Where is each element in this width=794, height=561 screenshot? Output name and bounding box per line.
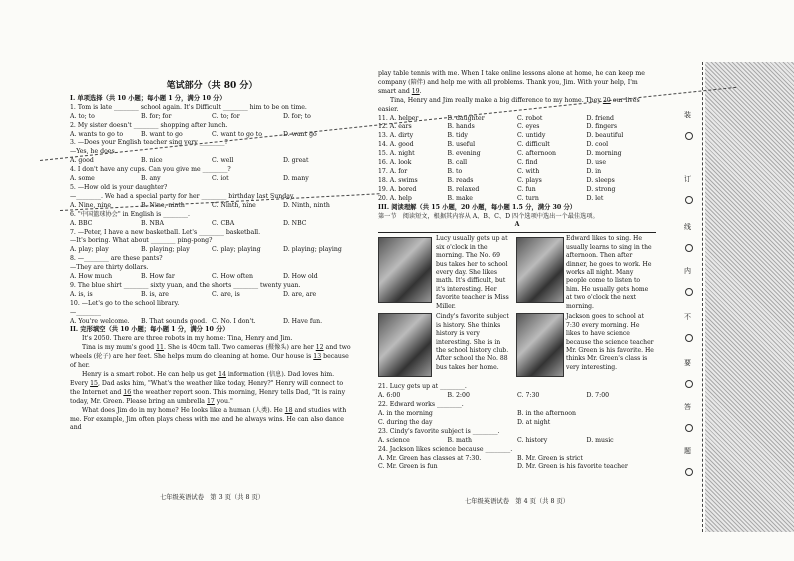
cloze-option: B. daughter (447, 114, 485, 122)
cloze-paragraph-6: Tina, Henry and Jim really make a big difference to my home. They 20 our lives easier. (378, 96, 640, 113)
question-5-reply: —________. We had a special party for her ________ birthday last Sunday. (70, 192, 295, 200)
cloze-option: D. sleeps (586, 176, 615, 184)
cloze-option-row (378, 150, 656, 159)
question-8-reply: —They are thirty dollars. (70, 264, 149, 272)
question-6: 6. "中国篮球协会" in English is ________. (70, 210, 190, 218)
cloze-option: 19. A. bored (378, 185, 417, 193)
edward-photo (516, 237, 564, 303)
question-7: 7. —Peter, I have a new basketball. Let's ________ basketball. (70, 228, 261, 236)
cloze-option: C. with (517, 167, 540, 175)
binding-char: 内 (684, 267, 691, 275)
binding-hole-icon (685, 132, 693, 140)
cloze-option: B. hands (447, 123, 475, 131)
options-7: A. play; play B. playing; play C. play; playing D. playing; playing (70, 246, 342, 254)
cloze-options-list (378, 115, 656, 204)
options-2: A. wants to go to B. want to go C. want to go to D. want go (70, 130, 317, 138)
hatched-margin (705, 62, 794, 532)
options-1: A. to; to B. for; for C. to; for D. for; to (70, 112, 311, 120)
cloze-option: C. find (517, 159, 538, 167)
question-21: 21. Lucy gets up at ________. (378, 383, 467, 391)
binding-hole-icon (685, 244, 693, 252)
blank-19[interactable]: 19 (411, 87, 420, 95)
question-3-reply: —Yes, he does. (70, 148, 117, 156)
binding-char: 装 (684, 111, 691, 119)
cloze-option: C. untidy (517, 132, 546, 140)
passage-label: A (514, 221, 520, 229)
jackson-text: Jackson goes to school at 7:30 every morning. He likes to have science because the science teacher Mr. Green is his favorite. He thinks Mr. Green's class is very interesting. (566, 313, 654, 371)
section-heading-cloze: II. 完形填空（共 10 小题；每小题 1 分，满分 10 分） (70, 326, 229, 334)
cloze-option-row (378, 123, 656, 132)
blank-16[interactable]: 16 (123, 388, 132, 396)
lucy-photo (378, 237, 432, 303)
question-24: 24. Jackson likes science because ________. (378, 445, 513, 453)
question-1: 1. Tom is late ________ school again. It's Difficult ________ him to be on time. (70, 103, 307, 111)
options-24-b: C. Mr. Green is fun D. Mr. Green is his favorite teacher (378, 463, 628, 471)
binding-hole-icon (685, 196, 693, 204)
binding-char: 题 (684, 447, 691, 455)
options-22: A. in the morning B. in the afternoon (378, 410, 577, 418)
cut-line (702, 62, 703, 532)
cloze-option: 11. A. helper (378, 114, 419, 122)
binding-char: 不 (684, 313, 691, 321)
reading-passage-a (378, 232, 656, 383)
cloze-option: C. robot (517, 114, 543, 122)
cloze-option: D. use (586, 159, 606, 167)
cloze-option: D. strong (586, 185, 616, 193)
binding-char: 订 (684, 175, 691, 183)
page-3: 笔试部分（共 80 分） I. 单项选择（共 10 小题；每小题 1 分，满分 10 分） 1. Tom is late ________ school again. It's Difficult ________ him to be on time. A. to; to B. for; for C. to; for D. for; to 2. My sister doesn't ________ shopping after lunch. A. wants to go to B. want to go C. want to go to D. want go 3. —Does your English teacher sing very ________? —Yes, he does. A. good B. nice C. well D. great 4. I don't have any cups. Can you give me ________? A. some B. any C. iot D. many 5. —How old is your daughter? —________. We had a special party for her ________ birthday last Sunday. A. Nine, nine B. Nine, ninth C. Ninth, nine D. Ninth, ninth 6. "中国篮球协会" in English is ________. A. BBC B. NBA C. CBA D. NBC 7. —Peter, I have a new basketball. Let's ________ basketball. —It's boring. What about ________ ping-pong? A. play; play B. playing; play C. play; playing D. playing; playing 8. —________ are these pants? —They are thirty dollars. A. How much B. How far C. How often D. How old 9. The blue shirt ________ sixty yuan, and the shorts ________ twenty yuan. A. is, is B. is, are C. are, is D. are, are 10. —Let's go to the school library. —________ A. You're welcome. B. That sounds good. C. No. I don't. D. Have fun. II. 完形填空（共 10 小题；每小题 1 分，满分 10 分） It's 2050. There are three robots in my home: Tina, Henry and Jim. Tina is my mum's good 11. She is 40cm tall. Two cameras (摄像头) are her 12 and two wheels (轮子) are her feet. She helps mum do cleaning at home. Our house is 13 because of her. Henry is a smart robot. He can help us get 14 information (信息). Dad loves him. Every 15, Dad asks him, "What's the weather like today, Henry?" Henry will connect to the Internet and 16 the weather report soon. This morning, Henry tells Dad, "It is rainy today, Mr. Green. Please bring an umbrella 17 you." What does Jim do in my home? He looks like a human (人类). He 18 and studies with me. For example, Jim often plays chess with me and he always wins. He can also dance and 七年级英语试卷 第 3 页（共 8 页） (70, 0, 354, 433)
edward-text: Edward likes to sing. He usually learns to sing in the afternoon. Then after dinner, he goes to work. He works all night. Many people come to listen to him. He usually gets home at two o'clock the next morning. (566, 235, 652, 310)
cloze-option: D. friend (586, 114, 615, 122)
question-9: 9. The blue shirt ________ sixty yuan, and the shorts ________ twenty yuan. (70, 281, 301, 289)
jackson-photo (516, 313, 564, 377)
cloze-option: D. in (586, 167, 602, 175)
cloze-option: D. fingers (586, 123, 618, 131)
cloze-paragraph-4: What does Jim do in my home? He looks like a human (人类). He 18 and studies with me. For example, Jim often plays chess with me and he always wins. He can also dance and (70, 406, 347, 432)
binding-hole-icon (685, 334, 693, 342)
cloze-option-row (378, 132, 656, 141)
cloze-option: B. reads (447, 176, 474, 184)
page-title: 笔试部分（共 80 分） (166, 81, 258, 91)
question-10: 10. —Let's go to the school library. (70, 299, 180, 307)
binding-hole-icon (685, 468, 693, 476)
section-heading-reading: III. 阅读理解（共 15 小题，20 小题，每小题 1.5 分，满分 30 分） (378, 203, 577, 211)
cloze-option: 17. A. for (378, 167, 408, 175)
cloze-option-row (378, 177, 656, 186)
cloze-option: B. call (447, 159, 468, 167)
binding-char: 答 (684, 403, 691, 411)
blank-14[interactable]: 14 (218, 371, 226, 378)
cloze-paragraph-1: It's 2050. There are three robots in my home: Tina, Henry and Jim. (82, 335, 293, 343)
cloze-option: C. turn (517, 194, 539, 202)
cloze-option: C. afternoon (517, 150, 556, 158)
cloze-option: 14. A. good (378, 141, 414, 149)
cloze-option-row (378, 159, 656, 168)
question-23: 23. Cindy's favorite subject is ________. (378, 427, 500, 435)
cloze-option: B. tidy (447, 132, 468, 140)
blank-15[interactable]: 15 (90, 379, 98, 387)
options-8: A. How much B. How far C. How often D. How old (70, 273, 318, 281)
question-22: 22. Edward works ________. (378, 401, 464, 409)
cloze-option-row (378, 115, 656, 124)
options-6: A. BBC B. NBA C. CBA D. NBC (70, 219, 307, 227)
cloze-option: C. eyes (517, 123, 540, 131)
cloze-option: 13. A. dirty (378, 132, 414, 140)
cindy-photo (378, 313, 432, 377)
cloze-paragraph-2: Tina is my mum's good 11. She is 40cm tall. Two cameras (摄像头) are her 12 and two wheels (轮子) are her feet. She helps mum do cleaning at home. Our house is 13 because of her. (70, 344, 351, 370)
question-10-reply: —________ (70, 308, 101, 316)
cloze-option: 16. A. look (378, 159, 412, 167)
cloze-option: C. difficult (517, 141, 550, 149)
options-10: A. You're welcome. B. That sounds good. C. No. I don't. D. Have fun. (70, 317, 323, 325)
blank-17[interactable]: 17 (206, 397, 215, 405)
binding-hole-icon (685, 380, 693, 388)
blank-18[interactable]: 18 (284, 406, 293, 414)
options-9: A. is, is B. is, are C. are, is D. are, are (70, 290, 317, 298)
options-5: A. Nine, nine B. Nine, ninth C. Ninth, nine D. Ninth, ninth (70, 201, 330, 209)
cloze-option: C. fun (517, 185, 536, 193)
blank-12[interactable]: 12 (315, 344, 324, 352)
blank-13[interactable]: 13 (313, 353, 322, 361)
binding-margin (670, 62, 794, 532)
binding-hole-icon (685, 424, 693, 432)
cloze-option: D. let (586, 194, 604, 202)
cloze-option: B. to (447, 167, 463, 175)
blank-11[interactable]: 11 (156, 344, 164, 352)
options-3: A. good B. nice C. well D. great (70, 157, 309, 165)
cloze-option-row (378, 141, 656, 150)
options-21: A. 6:00 B. 2:00 C. 7:30 D. 7:00 (378, 392, 610, 400)
options-23: A. science B. math C. history D. music (378, 436, 614, 444)
question-4: 4. I don't have any cups. Can you give me ________? (70, 166, 231, 174)
binding-char: 线 (684, 223, 691, 231)
blank-20[interactable]: 20 (602, 96, 611, 104)
cloze-paragraph-3: Henry is a smart robot. He can help us get 14 information (信息). Dad loves him. Every 15, Dad asks him, "What's the weather like today, Henry?" Henry will connect to the Internet and 16 the weather report soon. This morning, Henry tells Dad, "It is rainy today, Mr. Green. Please bring an umbrella 17 you." (70, 371, 346, 405)
cloze-option-row (378, 168, 656, 177)
cloze-option: 18. A. swims (378, 176, 418, 184)
question-2: 2. My sister doesn't ________ shopping after lunch. (70, 121, 228, 129)
cloze-option: 20. A. help (378, 194, 412, 202)
question-7-reply: —It's boring. What about ________ ping-pong? (70, 237, 213, 245)
section-heading: I. 单项选择（共 10 小题；每小题 1 分，满分 10 分） (70, 94, 226, 102)
cloze-option: B. evening (447, 150, 481, 158)
cloze-option-row (378, 186, 656, 195)
binding-hole-icon (685, 288, 693, 296)
options-4: A. some B. any C. iot D. many (70, 175, 309, 183)
cloze-option: 15. A. night (378, 150, 415, 158)
cloze-option: B. make (447, 194, 473, 202)
cloze-option-row (378, 195, 656, 204)
cloze-option: C. plays (517, 176, 542, 184)
question-5: 5. —How old is your daughter? (70, 183, 168, 191)
page-4 (378, 70, 656, 472)
cloze-option: B. relaxed (447, 185, 480, 193)
options-24: A. Mr. Green has classes at 7:30. B. Mr. Green is strict (378, 454, 583, 462)
page-footer-right: 七年级英语试卷 第 4 页（共 8 页） (464, 498, 570, 505)
cloze-option: D. cool (586, 141, 609, 149)
cloze-option: D. morning (586, 150, 622, 158)
reading-instructions: 第一节 阅读短文，根据其内容从 A、B、C、D 四个选项中选出一个最佳选项。 (378, 212, 599, 220)
question-3: 3. —Does your English teacher sing very ________? (70, 139, 228, 147)
lucy-text: Lucy usually gets up at six o'clock in the morning. The No. 69 bus takes her to school every day. She likes math. It's difficult, but it's interesting. Her favorite teacher is Miss Miller. (436, 235, 509, 310)
cloze-option: D. beautiful (586, 132, 624, 140)
question-8: 8. —________ are these pants? (70, 255, 163, 263)
cloze-option: 12. A. ears (378, 123, 412, 131)
options-22-b: C. during the day D. at night (378, 418, 551, 426)
cloze-paragraph-5: play table tennis with me. When I take online lessons alone at home, he can keep me company (陪伴) and help me with all problems. Thank you, Jim. With your help, I'm smart and 19. (378, 70, 645, 95)
cindy-text: Cindy's favorite subject is history. She thinks history is very interesting. She is in the school history club. After school the No. 88 bus takes her home. (436, 313, 509, 371)
cloze-option: B. useful (447, 141, 476, 149)
binding-char: 要 (684, 359, 691, 367)
